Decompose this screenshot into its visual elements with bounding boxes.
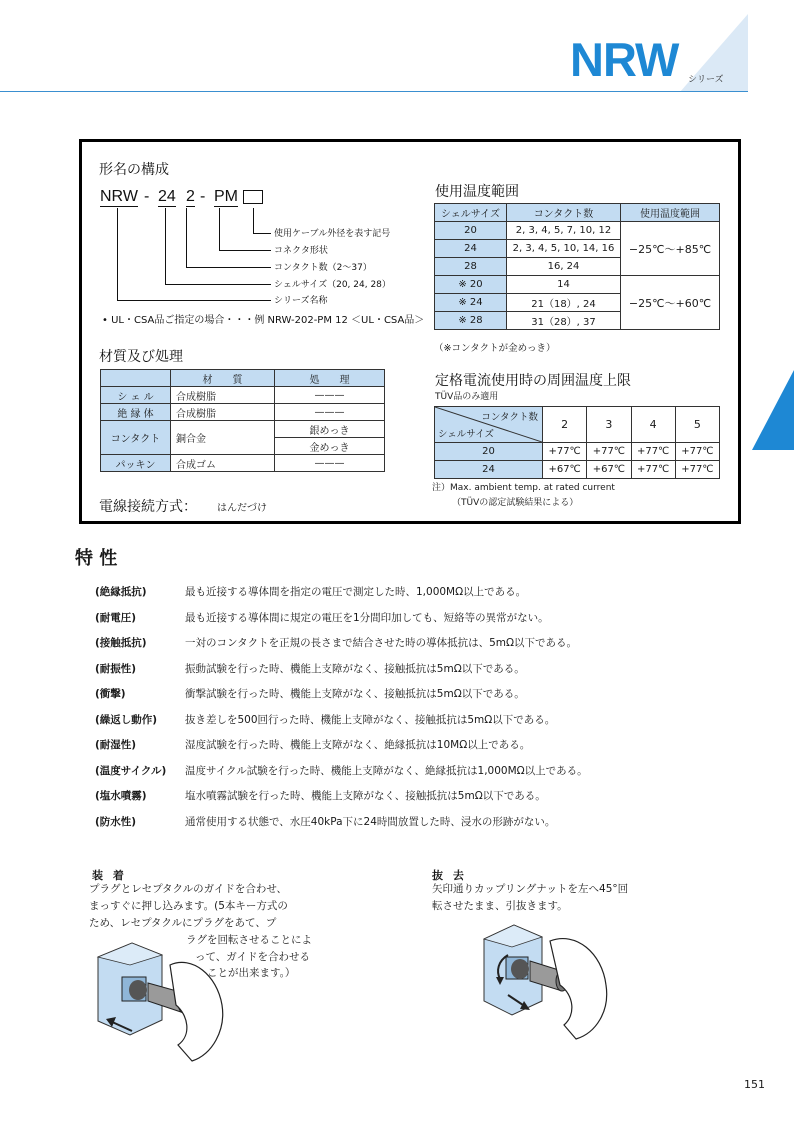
current-cell: +77℃ [631,461,675,479]
label-shape: コネクタ形状 [274,246,328,256]
characteristic-key: (温度サイクル) [95,764,167,777]
characteristic-value: 最も近接する導体間を指定の電圧で測定した時、1,000MΩ以上である。 [185,586,527,598]
code-contacts: 2 [186,188,195,205]
leader-shell [165,208,166,284]
code-shape: PM [214,188,238,205]
mount-line: って、ガイドを合わせる [195,951,310,963]
characteristic-value: 湿度試験を行った時、機能上支障がなく、絶縁抵抗は10MΩ以上である。 [185,739,531,751]
code-dash-2: - [200,188,206,205]
temp-range-b: −25℃〜+60℃ [621,276,720,330]
mat-row-shell-treatment: ——— [275,387,385,404]
current-temp-title: 定格電流使用時の周囲温度上限 [435,373,631,389]
characteristic-key: (耐電圧) [95,611,137,624]
temp-row-contacts: 2, 3, 4, 5, 7, 10, 12 [507,222,621,240]
mat-header-treatment: 処 理 [275,370,385,387]
characteristic-key: (絶縁抵抗) [95,586,147,598]
temp-row-shell: ※ 20 [435,276,507,294]
mount-line: プラグとレセプタクルのガイドを合わせ、 [89,883,288,895]
page-number: 151 [744,1078,765,1091]
characteristic-key: (耐湿性) [95,739,137,751]
spec-box [79,139,741,524]
remove-illustration [480,915,620,1045]
label-shell: シェルサイズ（20, 24, 28） [274,280,391,290]
current-cell: +77℃ [675,461,719,479]
current-col: 4 [631,407,675,443]
temp-row-shell: 28 [435,258,507,276]
temp-row-contacts: 14 [507,276,621,294]
current-temp-table [434,406,720,479]
mat-row-insulator-label: 絶 縁 体 [101,404,171,421]
corner-top-label: コンタクト数 [481,412,538,423]
mat-row-contact-treatment-2: 金めっき [275,438,385,455]
mat-row-packing-label: パッキン [101,455,171,472]
leader-cable-h [253,233,271,234]
wiring-label: 電線接続方式： [99,499,197,515]
temp-row-contacts: 16, 24 [507,258,621,276]
temp-row-contacts: 2, 3, 4, 5, 10, 14, 16 [507,240,621,258]
temp-header-shell: シェルサイズ [435,204,507,222]
corner-bottom-label: シェルサイズ [438,429,495,440]
characteristic-key: (衝撃) [95,688,126,700]
current-cell: +77℃ [631,443,675,461]
current-cell: +67℃ [543,461,587,479]
leader-contacts [186,208,187,267]
current-row-shell: 24 [435,461,543,479]
leader-shell-h [165,284,271,285]
code-dash-1: - [144,188,150,205]
series-title: NRW [570,33,679,86]
characteristic-key: (耐振性) [95,662,137,675]
model-title: 形名の構成 [99,162,169,178]
remove-line: 矢印通りカップリングナットを左へ45°回 [432,883,629,895]
remove-line: 転させたまま、引抜きます。 [432,900,568,912]
label-contacts: コンタクト数（2〜37） [274,263,372,273]
mount-title: 装 着 [92,869,127,882]
ul-csa-note: • UL・CSA品ご指定の場合・・・例 NRW-202-PM 12 ＜UL・CSA品＞ [102,315,425,326]
code-cable-box [243,190,263,204]
series-suffix: シリーズ [688,75,724,85]
temp-row-shell: 24 [435,240,507,258]
temp-range-note: （※コンタクトが金めっき） [434,343,556,354]
leader-series [117,208,118,300]
label-series: シリーズ名称 [274,296,328,306]
current-temp-note-2: （TÜVの認定試験結果による） [452,498,579,508]
wiring-value: はんだづけ [217,503,267,514]
temp-range-title: 使用温度範囲 [435,184,519,200]
header-rule [0,91,748,92]
mat-row-shell-material: 合成樹脂 [171,387,275,404]
current-col: 2 [543,407,587,443]
mat-row-contact-material: 銅合金 [171,421,275,455]
mat-row-contact-label: コンタクト [101,421,171,455]
mat-row-insulator-material: 合成樹脂 [171,404,275,421]
mat-row-contact-treatment-1: 銀めっき [275,421,385,438]
temp-row-shell: ※ 24 [435,294,507,312]
current-temp-corner [435,407,543,443]
current-temp-subtitle: TÜV品のみ適用 [435,392,499,402]
temp-header-contacts: コンタクト数 [507,204,621,222]
leader-contacts-h [186,267,271,268]
mount-line: ラグを回転させることによ [186,934,312,946]
characteristic-key: (接触抵抗) [95,637,147,649]
characteristic-value: 衝撃試験を行った時、機能上支障がなく、接触抵抗は5mΩ以下である。 [185,688,525,700]
temp-row-shell: 20 [435,222,507,240]
mount-line: まっすぐに押し込みます。(5本キー方式の [89,900,288,912]
characteristic-value: 一対のコンタクトを正規の長さまで結合させた時の導体抵抗は、5mΩ以下である。 [185,637,578,649]
remove-title: 抜 去 [432,869,467,882]
current-col: 3 [587,407,631,443]
leader-shape-h [219,250,271,251]
current-cell: +77℃ [675,443,719,461]
leader-cable [253,208,254,233]
characteristic-value: 抜き差しを500回行った時、機能上支障がなく、接触抵抗は5mΩ以下である。 [185,713,556,726]
temp-row-shell: ※ 28 [435,312,507,330]
temp-row-contacts: 21（18）, 24 [507,294,621,312]
label-cable: 使用ケーブル外径を表す記号 [274,229,391,239]
characteristic-value: 最も近接する導体間に規定の電圧を1分間印加しても、短絡等の異常がない。 [185,611,549,624]
materials-table [100,369,385,472]
current-cell: +67℃ [587,461,631,479]
characteristic-value: 塩水噴霧試験を行った時、機能上支障がなく、接触抵抗は5mΩ以下である。 [185,790,546,802]
mat-row-packing-material: 合成ゴム [171,455,275,472]
characteristic-key: (防水性) [95,815,137,828]
characteristic-key: (塩水噴霧) [95,790,147,802]
model-code [100,188,270,208]
code-shell: 24 [158,188,176,205]
temp-row-contacts: 31（28）, 37 [507,312,621,330]
mat-row-shell-label: シ ェ ル [101,387,171,404]
leader-shape [219,208,220,250]
temp-header-range: 使用温度範囲 [621,204,720,222]
code-series: NRW [100,188,138,205]
mount-illustration [92,935,242,1065]
current-row-shell: 20 [435,443,543,461]
mat-row-insulator-treatment: ——— [275,404,385,421]
mat-header-material: 材 質 [171,370,275,387]
characteristics-title: 特 性 [75,548,118,569]
mount-line: ことが出来ます。） [207,967,296,979]
characteristic-key: (繰返し動作) [95,713,158,726]
characteristic-value: 通常使用する状態で、水圧40kPa下に24時間放置した時、浸水の形跡がない。 [185,815,556,828]
characteristic-value: 振動試験を行った時、機能上支障がなく、接触抵抗は5mΩ以下である。 [185,662,525,675]
materials-title: 材質及び処理 [99,349,183,365]
temp-range-table [434,203,720,330]
leader-series-h [117,300,271,301]
current-cell: +77℃ [543,443,587,461]
current-col: 5 [675,407,719,443]
current-temp-note-1: 注）Max. ambient temp. at rated current [432,483,615,493]
current-cell: +77℃ [587,443,631,461]
mat-row-packing-treatment: ——— [275,455,385,472]
mount-line: ため、レセプタクルにプラグをあて、プ [89,917,277,929]
temp-range-a: −25℃〜+85℃ [621,222,720,276]
side-tab-triangle [752,370,794,450]
mat-corner [101,370,171,387]
characteristic-value: 温度サイクル試験を行った時、機能上支障がなく、絶縁抵抗は1,000MΩ以上である。 [185,764,588,777]
